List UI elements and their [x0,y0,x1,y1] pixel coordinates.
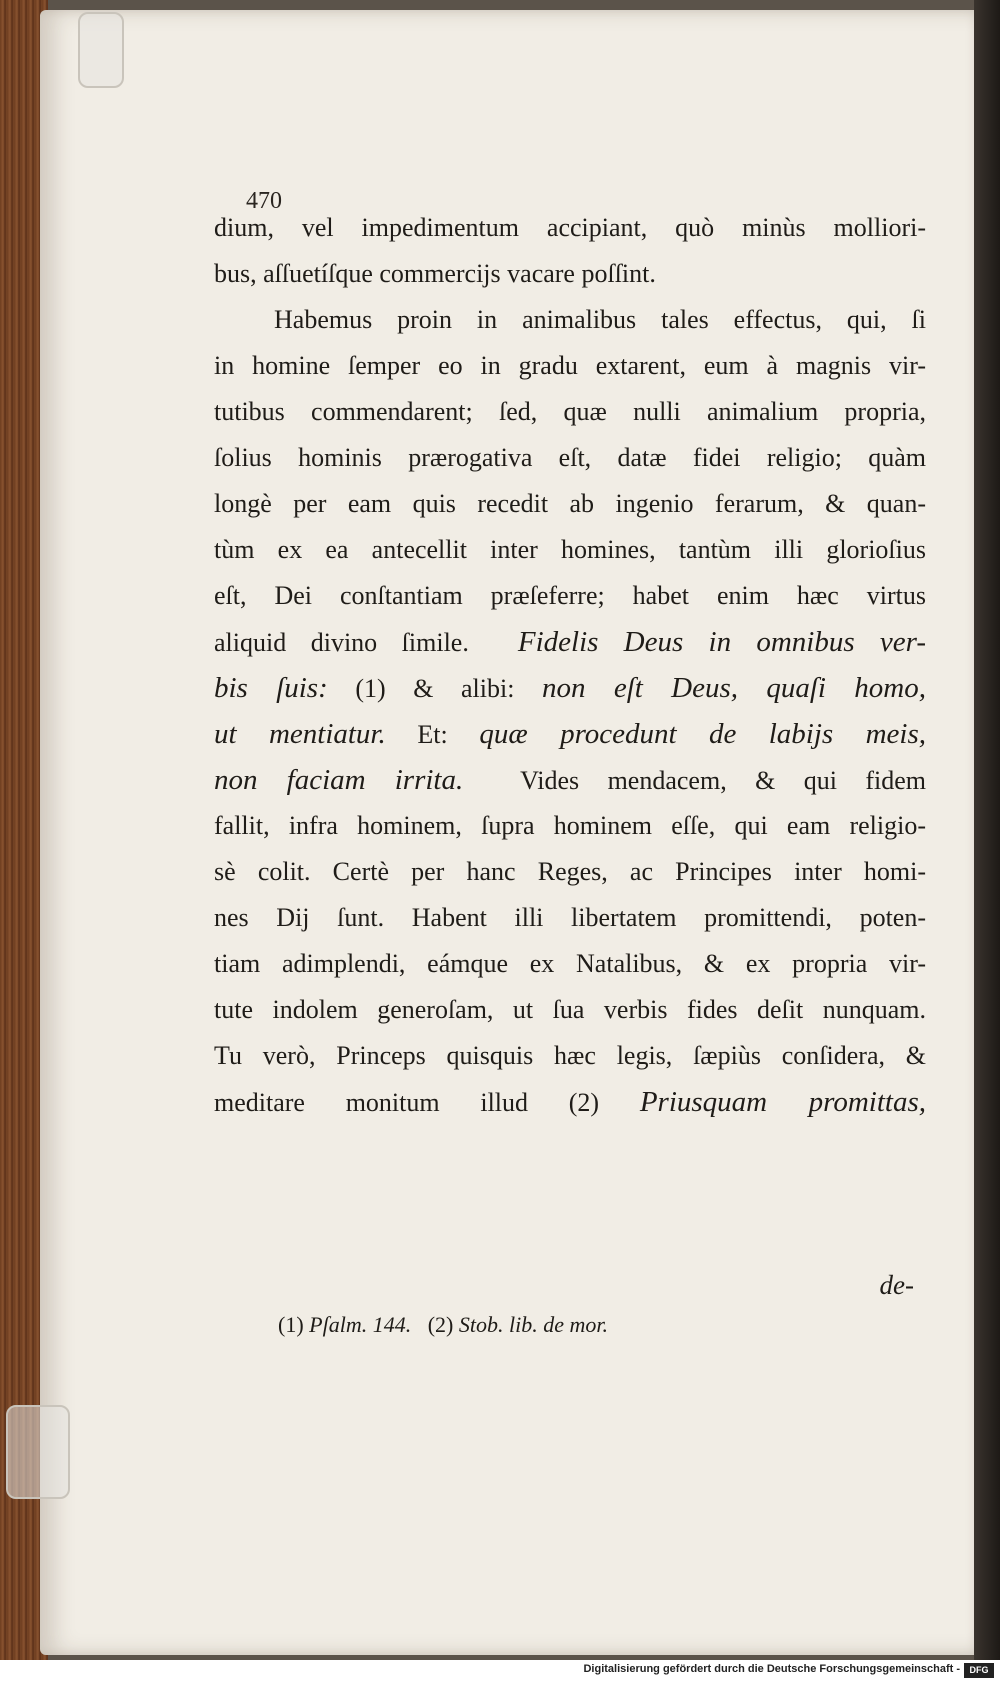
italic-quote: non faciam irrita. [214,764,464,796]
text-line: tutibus commendarent; ſed, quæ nulli animalium propria, [214,397,926,426]
text-line [214,626,926,659]
page-clip-bottom [6,1405,70,1499]
text-line: in homine ſemper eo in gradu extarent, eum à magnis vir- [214,351,926,380]
italic-quote: Priusquam promittas, [639,1086,926,1118]
text-span: aliquid divino ſimile. [214,628,469,657]
italic-quote: Fidelis Deus in omnibus ver- [517,626,927,658]
text-line [214,718,926,751]
text-span: meditare monitum illud (2) [214,1088,600,1117]
footnote-reference: Pſalm. 144. [309,1312,412,1337]
text-line: longè per eam quis recedit ab ingenio ferarum, & quan- [214,489,926,518]
italic-quote: bis ſuis: [214,672,328,704]
text-line [214,1086,926,1119]
page-clip-top [78,12,124,88]
dfg-logo: DFG [964,1663,994,1678]
text-line: tiam adimplendi, eámque ex Natalibus, & ex propria vir- [214,949,926,978]
text-span: Et: [417,720,448,749]
text-line: eſt, Dei conſtantiam præſeferre; habet enim hæc virtus [214,581,926,610]
text-line [214,764,926,797]
italic-quote: quæ procedunt de labijs meis, [479,718,926,750]
text-line: sè colit. Certè per hanc Reges, ac Principes inter homi- [214,857,926,886]
catchword: de- [879,1270,914,1300]
text-span: (1) & alibi: [355,674,515,703]
text-line: fallit, infra hominem, ſupra hominem eſſe, qui eam religio- [214,811,926,840]
footnote-reference: Stob. lib. de mor. [458,1312,608,1337]
text-span: Vides mendacem, & qui fidem [520,766,927,795]
italic-quote: ut mentiatur. [214,718,386,750]
text-line: nes Dij ſunt. Habent illi libertatem promittendi, poten- [214,903,926,932]
text-line: bus, aſſuetíſque commercijs vacare poſſint. [214,259,656,288]
footnote [278,1312,608,1338]
digitization-credit: Digitalisierung gefördert durch die Deutsche Forschungsgemeinschaft - [583,1663,960,1675]
text-line [214,672,926,705]
text-line: tute indolem generoſam, ut ſua verbis fides deſit nunquam. [214,995,926,1024]
footnote-number: (2) [427,1312,454,1337]
text-line: dium, vel impedimentum accipiant, quò minùs molliori- [214,213,926,242]
text-line: tùm ex ea antecellit inter homines, tantùm illi glorioſius [214,535,926,564]
text-line: ſolius hominis prærogativa eſt, datæ fidei religio; quàm [214,443,926,472]
page-number: 470 [246,188,282,214]
text-line: Tu verò, Princeps quisquis hæc legis, ſæpiùs conſidera, & [214,1041,926,1070]
italic-quote: non eſt Deus, quaſi homo, [542,672,926,704]
footnote-number: (1) [278,1312,304,1337]
credit-bar [0,1660,1000,1682]
scanner-edge [974,0,1000,1660]
text-line: Habemus proin in animalibus tales effectus, qui, ſi [274,305,926,334]
